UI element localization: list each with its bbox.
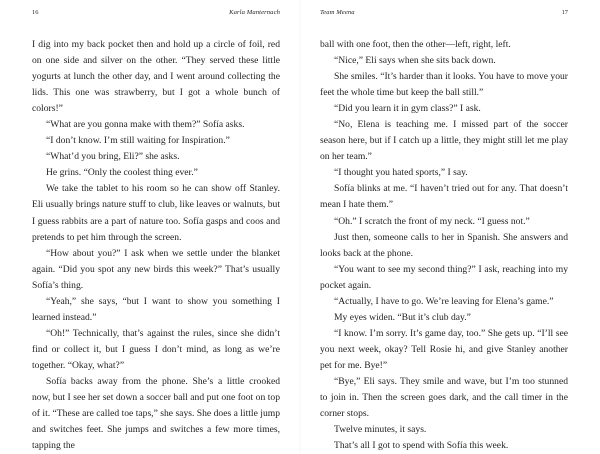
paragraph: We take the tablet to his room so he can show off Stanley. Eli usually brings nature stuff to club, like leaves or walnuts, but I guess rabbits are a part of nature too. Sofía gasps and coos and pretends to pet him through the screen. — [32, 183, 280, 243]
paragraph: “Oh!” Technically, that’s against the rules, since she didn’t find or collect it, but I guess I don’t mind, as long as we’re together. “Okay, what?” — [32, 327, 280, 371]
page-gutter — [299, 0, 301, 453]
right-page — [320, 0, 568, 453]
paragraph: “Bye,” Eli says. They smile and wave, but I’m too stunned to join in. Then the screen goes dark, and the call timer in the corner stops. — [320, 375, 568, 420]
paragraph: Sofía blinks at me. “I haven’t tried out for any. That doesn’t mean I hate them.” — [320, 183, 568, 211]
paragraph: “What are you gonna make with them?” Sofía asks. — [46, 119, 245, 131]
paragraph: “No, Elena is teaching me. I missed part of the soccer season here, but if I catch up a little, they might still let me play on her team.” — [320, 119, 568, 163]
paragraph: “Actually, I have to go. We’re leaving for Elena’s game.” — [334, 295, 554, 307]
paragraph: “I know. I’m sorry. It’s game day, too.” She gets up. “I’ll see you next week, okay? Tell Rosie hi, and give Stanley another pet for me. Bye!” — [320, 327, 568, 371]
paragraph: That’s all I got to spend with Sofía this week. — [334, 440, 509, 452]
paragraph: My eyes widen. “But it’s club day.” — [334, 311, 471, 323]
paragraph: “I thought you hated sports,” I say. — [334, 167, 468, 179]
paragraph: “What’d you bring, Eli?” she asks. — [46, 151, 180, 163]
right-page-body — [320, 37, 568, 454]
paragraph: “I don’t know. I’m still waiting for Inspiration.” — [46, 135, 230, 147]
author-running-head: Karla Manternach — [229, 9, 280, 16]
left-page — [32, 0, 280, 453]
paragraph: Twelve minutes, it says. — [334, 424, 427, 436]
paragraph: “Nice,” Eli says when she sits back down. — [334, 55, 496, 67]
paragraph: “How about you?” I ask when we settle under the blanket again. “Did you spot any new birds this week?” That’s usually Sofía’s thing. — [32, 247, 280, 291]
paragraph: He grins. “Only the coolest thing ever.” — [46, 167, 198, 179]
paragraph: “You want to see my second thing?” I ask, reaching into my pocket again. — [320, 263, 568, 291]
paragraph: I dig into my back pocket then and hold up a circle of foil, red on one side and silver on the other. “They served these little yogurts at lunch the other day, and I went around collecting the lids. This one was strawberry, but I got a whole bunch of colors!” — [32, 39, 280, 115]
paragraph: She smiles. “It’s harder than it looks. You have to move your feet the whole time but keep the ball still.” — [320, 71, 568, 99]
left-page-body — [32, 37, 280, 454]
paragraph: “Oh.” I scratch the front of my neck. “I guess not.” — [334, 215, 530, 227]
continued-paragraph: ball with one foot, then the other—left, right, left. — [320, 39, 511, 50]
paragraph: “Did you learn it in gym class?” I ask. — [334, 103, 481, 115]
paragraph: “Yeah,” she says, “but I want to show you something I learned instead.” — [32, 295, 280, 323]
paragraph: Sofía backs away from the phone. She’s a little crooked now, but I see her set down a soccer ball and put one foot on top of it. “These are called toe taps,” she says. She does a little jump and switches feet. She jumps and switches a few more times, tapping the — [32, 375, 280, 452]
right-running-head — [320, 8, 568, 18]
left-running-head — [32, 8, 280, 18]
paragraph: Just then, someone calls to her in Spanish. She answers and looks back at the phone. — [320, 231, 568, 259]
title-running-head: Team Meena — [320, 9, 355, 16]
right-page-number: 17 — [561, 9, 568, 16]
left-page-number: 16 — [32, 9, 39, 16]
